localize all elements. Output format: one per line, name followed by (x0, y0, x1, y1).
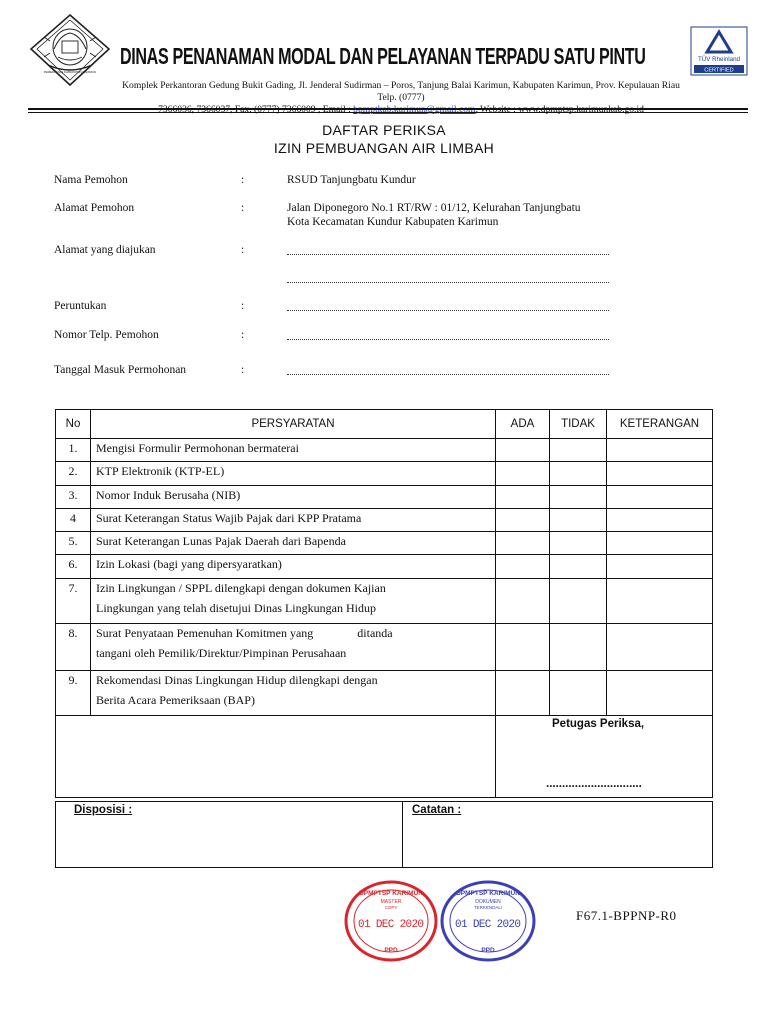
header-available: ADA (496, 410, 550, 439)
phone-label: Nomor Telp. Pemohon (54, 329, 159, 341)
address-line-1: Komplek Perkantoran Gedung Bukit Gading, Jl. Jenderal Sudirman – Poros, Tanjung Balai Karimun, Kabupaten Karimun, Prov. Kepulauan Riau Telp. (0777) (122, 80, 680, 103)
available-check-cell[interactable] (496, 509, 550, 532)
submission-date-label: Tanggal Masuk Permohonan (54, 364, 187, 376)
row-number: 9. (56, 671, 91, 716)
requirement-text-line1: Rekomendasi Dinas Lingkungan Hidup dilengkapi dengan (96, 673, 378, 687)
table-row (56, 439, 713, 462)
not-available-check-cell[interactable] (550, 509, 607, 532)
colon: : (241, 202, 245, 214)
available-check-cell[interactable] (496, 579, 550, 624)
svg-text:DPMPTSP KARIMUN: DPMPTSP KARIMUN (456, 890, 520, 897)
available-check-cell[interactable] (496, 486, 550, 509)
letterhead-rule-thick (28, 108, 748, 110)
officer-label: Petugas Periksa, (552, 718, 645, 730)
agency-email-link[interactable]: bpmptkab.karimun@gmail.com (353, 104, 476, 115)
disposition-field[interactable] (58, 822, 398, 865)
proposed-address-label: Alamat yang diajukan (54, 244, 156, 256)
requirement-text: Surat Keterangan Lunas Pajak Daerah dari Bapenda (91, 532, 496, 555)
notes-cell[interactable] (607, 439, 713, 462)
notes-cell[interactable] (607, 579, 713, 624)
colon: : (241, 300, 245, 312)
form-code: F67.1-BPPNP-R0 (576, 908, 677, 923)
table-row (56, 671, 713, 716)
purpose-field[interactable] (287, 310, 609, 311)
table-row (56, 486, 713, 509)
not-available-check-cell[interactable] (550, 462, 607, 486)
purpose-label: Peruntukan (54, 300, 107, 312)
svg-text:DOKUMEN: DOKUMEN (475, 899, 501, 905)
svg-text:01 DEC 2020: 01 DEC 2020 (455, 919, 521, 931)
svg-text:01 DEC 2020: 01 DEC 2020 (358, 919, 424, 931)
phone-field[interactable] (287, 339, 609, 340)
available-check-cell[interactable] (496, 439, 550, 462)
controlled-document-stamp (440, 880, 536, 962)
svg-text:COPY: COPY (384, 905, 398, 910)
table-row (56, 462, 713, 486)
row-number: 2. (56, 462, 91, 486)
requirement-text-line2: Lingkungan yang telah disetujui Dinas Lingkungan Hidup (96, 601, 376, 615)
table-header-row (56, 410, 713, 439)
tuv-certification-logo (690, 26, 748, 76)
not-available-check-cell[interactable] (550, 555, 607, 579)
letterhead-rule-thin (28, 112, 748, 113)
disposition-notes-box (55, 801, 713, 868)
requirement-text: Izin Lokasi (bagi yang dipersyaratkan) (91, 555, 496, 579)
header-not-available: TIDAK (550, 410, 607, 439)
signature-blank-cell (56, 716, 496, 798)
requirement-text: Nomor Induk Berusaha (NIB) (91, 486, 496, 509)
requirement-text-line1-end: ditanda (357, 626, 393, 640)
notes-cell[interactable] (607, 532, 713, 555)
requirement-text: Mengisi Formulir Permohonan bermaterai (91, 439, 496, 462)
notes-cell[interactable] (607, 555, 713, 579)
notes-cell[interactable] (607, 671, 713, 716)
row-number: 7. (56, 579, 91, 624)
svg-text:MASTER: MASTER (380, 899, 402, 905)
svg-text:TERKENDALI: TERKENDALI (473, 905, 503, 910)
svg-text:DPMPTSP KARIMUN: DPMPTSP KARIMUN (359, 890, 423, 897)
requirement-text-line1: Surat Penyataan Pemenuhan Komitmen yang (96, 626, 314, 640)
officer-signature-line[interactable]: .............................. (546, 778, 642, 790)
available-check-cell[interactable] (496, 555, 550, 579)
signature-row (56, 716, 713, 798)
box-divider (402, 802, 403, 867)
available-check-cell[interactable] (496, 462, 550, 486)
agency-name: DINAS PENANAMAN MODAL DAN PELAYANAN TERPADU SATU PINTU (120, 43, 646, 69)
row-number: 8. (56, 624, 91, 671)
not-available-check-cell[interactable] (550, 486, 607, 509)
master-copy-stamp (344, 880, 438, 962)
notes-cell[interactable] (607, 509, 713, 532)
row-number: 6. (56, 555, 91, 579)
notes-cell[interactable] (607, 462, 713, 486)
requirement-text-line2: Berita Acara Pemeriksaan (BAP) (96, 693, 255, 707)
applicant-address-value-line2[interactable]: Kota Kecamatan Kundur Kabupaten Karimun (287, 216, 499, 228)
requirements-table (55, 409, 713, 798)
available-check-cell[interactable] (496, 532, 550, 555)
notes-field[interactable] (406, 822, 708, 865)
svg-text:PEMERINTAH KABUPATEN KARIMUN: PEMERINTAH KABUPATEN KARIMUN (43, 70, 97, 74)
colon: : (241, 329, 245, 341)
svg-text:CERTIFIED: CERTIFIED (704, 67, 734, 74)
requirement-text-line1: Izin Lingkungan / SPPL dilengkapi dengan dokumen Kajian (96, 581, 386, 595)
notes-cell[interactable] (607, 624, 713, 671)
header-requirement: PERSYARATAN (91, 410, 496, 439)
not-available-check-cell[interactable] (550, 671, 607, 716)
address-line-2: 7366036, 7366037, Fax. (0777) 7366009 , Email : bpmptkab.karimun@gmail.com, Website : www.dpmptsp.karimunkab.go.id (158, 104, 644, 115)
disposition-label: Disposisi : (74, 804, 133, 816)
not-available-check-cell[interactable] (550, 624, 607, 671)
regency-emblem-logo (28, 13, 112, 87)
proposed-address-field-line2[interactable] (287, 282, 609, 283)
proposed-address-field[interactable] (287, 254, 609, 255)
requirement-text-line2: tangani oleh Pemilik/Direktur/Pimpinan Perusahaan (96, 646, 347, 660)
requirement-text (91, 624, 496, 671)
colon: : (241, 244, 245, 256)
requirement-text: Surat Keterangan Status Wajib Pajak dari KPP Pratama (91, 509, 496, 532)
requirement-text (91, 671, 496, 716)
document-title: DAFTAR PERIKSA (322, 122, 446, 138)
table-row (56, 532, 713, 555)
officer-signature-cell (496, 716, 713, 798)
header-notes: KETERANGAN (607, 410, 713, 439)
notes-cell[interactable] (607, 486, 713, 509)
document-subtitle: IZIN PEMBUANGAN AIR LIMBAH (273, 140, 495, 156)
row-number: 4 (56, 509, 91, 532)
row-number: 5. (56, 532, 91, 555)
submission-date-field[interactable] (287, 374, 609, 375)
table-row (56, 509, 713, 532)
table-row (56, 624, 713, 671)
notes-label: Catatan : (412, 804, 462, 816)
not-available-check-cell[interactable] (550, 532, 607, 555)
colon: : (241, 174, 245, 186)
svg-text:TÜV Rheinland: TÜV Rheinland (698, 56, 740, 63)
row-number: 1. (56, 439, 91, 462)
applicant-address-label: Alamat Pemohon (54, 202, 135, 214)
applicant-name-value[interactable]: RSUD Tanjungbatu Kundur (287, 174, 416, 186)
svg-text:PPD: PPD (481, 947, 495, 954)
svg-text:PPD: PPD (384, 947, 398, 954)
not-available-check-cell[interactable] (550, 579, 607, 624)
header-no: No (56, 410, 91, 439)
table-row (56, 579, 713, 624)
not-available-check-cell[interactable] (550, 439, 607, 462)
applicant-address-value[interactable]: Jalan Diponegoro No.1 RT/RW : 01/12, Kelurahan Tanjungbatu (287, 202, 581, 214)
row-number: 3. (56, 486, 91, 509)
colon: : (241, 364, 245, 376)
available-check-cell[interactable] (496, 624, 550, 671)
agency-address (120, 80, 682, 116)
available-check-cell[interactable] (496, 671, 550, 716)
table-row (56, 555, 713, 579)
applicant-name-label: Nama Pemohon (54, 174, 128, 186)
requirement-text (91, 579, 496, 624)
requirement-text: KTP Elektronik (KTP-EL) (91, 462, 496, 486)
